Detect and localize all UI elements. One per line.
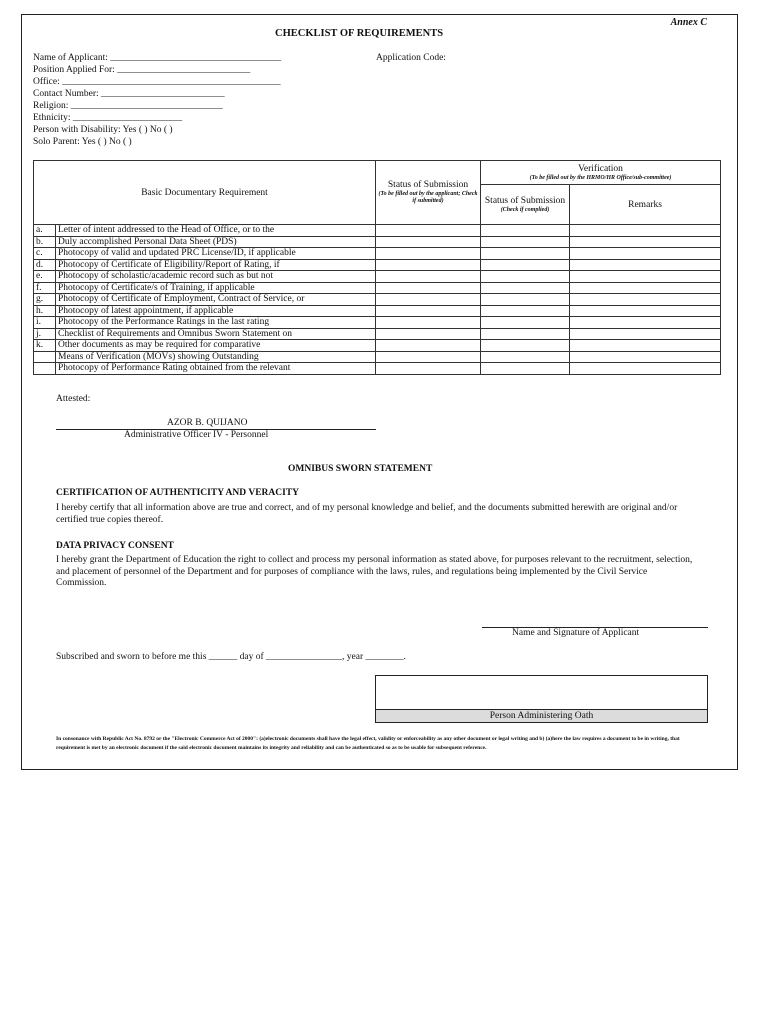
application-code-field[interactable]: Application Code: <box>376 53 446 63</box>
subscribed-statement: Subscribed and sworn to before me this ______ day of ________________, year ________. <box>56 652 406 662</box>
row-status-cell[interactable] <box>376 236 481 248</box>
position-field[interactable]: Position Applied For: ____________________________ <box>33 65 251 75</box>
row-remarks-cell[interactable] <box>570 363 721 375</box>
row-status-cell[interactable] <box>376 328 481 340</box>
table-row <box>34 259 721 271</box>
row-requirement: Duly accomplished Personal Data Sheet (PDS) <box>56 236 376 248</box>
row-letter: h. <box>34 305 56 317</box>
row-verification-cell[interactable] <box>481 282 570 294</box>
row-status-cell[interactable] <box>376 305 481 317</box>
disability-field[interactable]: Person with Disability: Yes ( ) No ( ) <box>33 125 173 135</box>
verification-header <box>481 161 721 185</box>
applicant-signature-label: Name and Signature of Applicant <box>512 628 640 638</box>
row-letter: g. <box>34 294 56 306</box>
ethnicity-field[interactable]: Ethnicity: _______________________ <box>33 113 183 123</box>
table-row <box>34 305 721 317</box>
table-row <box>34 248 721 260</box>
row-remarks-cell[interactable] <box>570 351 721 363</box>
row-verification-cell[interactable] <box>481 294 570 306</box>
row-letter: i. <box>34 317 56 329</box>
officer-name: AZOR B. QUIJANO <box>167 418 248 428</box>
row-verification-cell[interactable] <box>481 351 570 363</box>
status-header-label: Status of Submission <box>387 180 469 190</box>
page-title: CHECKLIST OF REQUIREMENTS <box>275 28 444 39</box>
row-verification-cell[interactable] <box>481 317 570 329</box>
row-remarks-cell[interactable] <box>570 328 721 340</box>
row-status-cell[interactable] <box>376 248 481 260</box>
certification-text: I hereby certify that all information above are true and correct, and of my personal knowledge and belief, and the documents submitted herewith are original and/or certified true copies thereof. <box>56 503 678 525</box>
row-remarks-cell[interactable] <box>570 248 721 260</box>
row-status-cell[interactable] <box>376 363 481 375</box>
row-remarks-cell[interactable] <box>570 340 721 352</box>
privacy-text: I hereby grant the Department of Education the right to collect and process my personal information as stated above, for purposes relevant to the recruitment, selection, and placement of personnel of the Department and for purposes of compliance with the laws, rules, and regulations being implemented by the Civil Service Commission. <box>56 555 693 588</box>
row-requirement: Other documents as may be required for comparative <box>56 340 376 352</box>
office-field[interactable]: Office: ______________________________________________ <box>33 77 281 87</box>
row-requirement: Photocopy of valid and updated PRC License/ID, if applicable <box>56 248 376 260</box>
row-remarks-cell[interactable] <box>570 259 721 271</box>
row-verification-cell[interactable] <box>481 305 570 317</box>
row-requirement: Photocopy of Certificate of Employment, Contract of Service, or <box>56 294 376 306</box>
row-letter <box>34 351 56 363</box>
row-letter: e. <box>34 271 56 283</box>
row-verification-cell[interactable] <box>481 259 570 271</box>
table-row <box>34 282 721 294</box>
row-letter: f. <box>34 282 56 294</box>
row-requirement: Photocopy of latest appointment, if applicable <box>56 305 376 317</box>
table-row <box>34 317 721 329</box>
table-row <box>34 328 721 340</box>
row-remarks-cell[interactable] <box>570 225 721 237</box>
row-status-cell[interactable] <box>376 317 481 329</box>
row-letter: k. <box>34 340 56 352</box>
annex-label: Annex C <box>670 17 707 28</box>
status-header <box>376 161 481 225</box>
row-status-cell[interactable] <box>376 282 481 294</box>
name-field[interactable]: Name of Applicant: ____________________________________ <box>33 53 282 63</box>
table-row <box>34 351 721 363</box>
table-row <box>34 363 721 375</box>
table-row <box>34 225 721 237</box>
verification-header-note: (To be filled out by the HRMO/HR Office/sub-committee) <box>529 174 672 181</box>
row-remarks-cell[interactable] <box>570 305 721 317</box>
row-status-cell[interactable] <box>376 340 481 352</box>
omnibus-title: OMNIBUS SWORN STATEMENT <box>288 464 433 474</box>
row-remarks-cell[interactable] <box>570 317 721 329</box>
row-verification-cell[interactable] <box>481 225 570 237</box>
row-status-cell[interactable] <box>376 351 481 363</box>
row-letter <box>34 363 56 375</box>
row-verification-cell[interactable] <box>481 363 570 375</box>
row-requirement: Photocopy of Certificate/s of Training, if applicable <box>56 282 376 294</box>
row-requirement: Means of Verification (MOVs) showing Outstanding <box>56 351 376 363</box>
status-header-note: (To be filled out by the applicant; Check if submitted) <box>378 191 478 204</box>
document-page <box>21 14 738 770</box>
solo-parent-field[interactable]: Solo Parent: Yes ( ) No ( ) <box>33 137 132 147</box>
row-verification-cell[interactable] <box>481 236 570 248</box>
row-letter: b. <box>34 236 56 248</box>
remarks-header: Remarks <box>570 185 721 225</box>
table-row <box>34 236 721 248</box>
row-status-cell[interactable] <box>376 259 481 271</box>
row-requirement: Letter of intent addressed to the Head of Office, or to the <box>56 225 376 237</box>
row-verification-cell[interactable] <box>481 271 570 283</box>
row-remarks-cell[interactable] <box>570 236 721 248</box>
oath-label: Person Administering Oath <box>376 709 707 722</box>
row-verification-cell[interactable] <box>481 340 570 352</box>
oath-box[interactable] <box>375 675 708 723</box>
verification-status-label: Status of Submission <box>484 195 566 206</box>
requirements-table <box>33 160 721 375</box>
certification-title: CERTIFICATION OF AUTHENTICITY AND VERACITY <box>56 488 300 498</box>
row-verification-cell[interactable] <box>481 328 570 340</box>
requirement-header: Basic Documentary Requirement <box>34 161 376 225</box>
row-verification-cell[interactable] <box>481 248 570 260</box>
officer-title: Administrative Officer IV - Personnel <box>124 430 269 440</box>
row-letter: c. <box>34 248 56 260</box>
row-letter: d. <box>34 259 56 271</box>
row-requirement: Photocopy of Performance Rating obtained from the relevant <box>56 363 376 375</box>
privacy-title: DATA PRIVACY CONSENT <box>56 541 174 551</box>
row-requirement: Photocopy of the Performance Ratings in the last rating <box>56 317 376 329</box>
row-status-cell[interactable] <box>376 294 481 306</box>
table-row <box>34 340 721 352</box>
verification-header-label: Verification <box>578 163 623 174</box>
row-status-cell[interactable] <box>376 225 481 237</box>
row-requirement: Checklist of Requirements and Omnibus Sworn Statement on <box>56 328 376 340</box>
table-row <box>34 271 721 283</box>
row-requirement: Photocopy of scholastic/academic record such as but not <box>56 271 376 283</box>
religion-field[interactable]: Religion: ________________________________ <box>33 101 223 111</box>
row-status-cell[interactable] <box>376 271 481 283</box>
table-row <box>34 294 721 306</box>
row-letter: a. <box>34 225 56 237</box>
footnote: In consonance with Republic Act No. 8792 or the "Electronic Commerce Act of 2000": (a)electronic documents shall have the legal effect, validity or enforceability as any other document or legal writing and b) (a)here the law requires a document to be in writing, that requirement is met by an electronic document if the said electronic document maintains its integrity and reliability and can be authenticated so as to be usable for subsequent reference. <box>56 736 680 751</box>
verification-status-note: (Check if complied) <box>500 206 550 213</box>
row-remarks-cell[interactable] <box>570 271 721 283</box>
row-remarks-cell[interactable] <box>570 294 721 306</box>
row-remarks-cell[interactable] <box>570 282 721 294</box>
contact-field[interactable]: Contact Number: __________________________ <box>33 89 225 99</box>
attested-label: Attested: <box>56 394 91 404</box>
row-requirement: Photocopy of Certificate of Eligibility/Report of Rating, if <box>56 259 376 271</box>
row-letter: j. <box>34 328 56 340</box>
verification-status-header <box>481 185 570 225</box>
